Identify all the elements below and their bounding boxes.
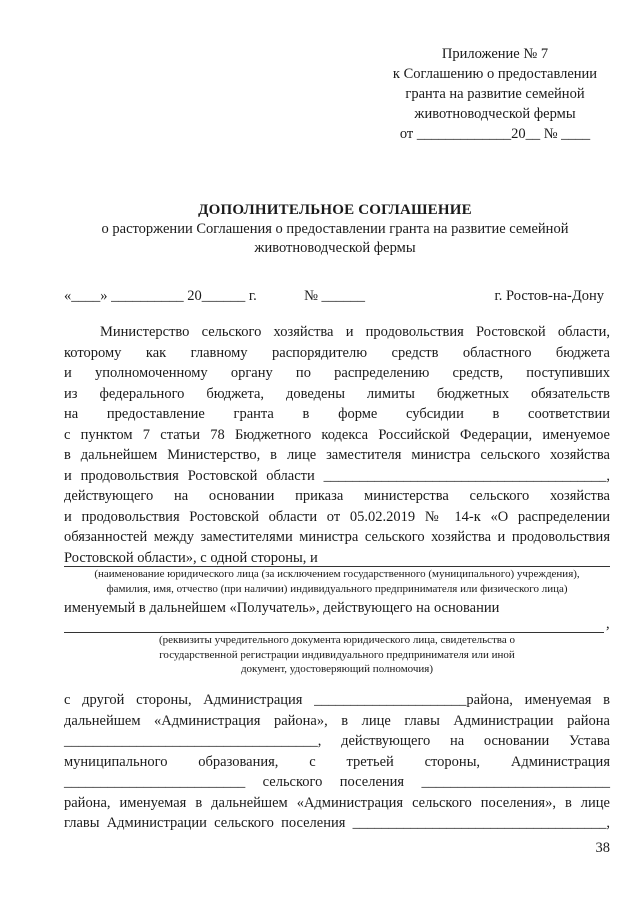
date-place-line — [64, 286, 610, 306]
document-title: ДОПОЛНИТЕЛЬНОЕ СОГЛАШЕНИЕ — [198, 202, 472, 218]
paragraph-line: на предоставление гранта в форме субсидии в соответствии — [64, 406, 610, 422]
paragraph-line: _________________________ сельского поселения __________________________ — [64, 774, 610, 790]
paragraph-line: обязанностей между заместителями министра сельского хозяйства и продовольствия — [64, 529, 610, 545]
appendix-line-1: Приложение № 7 — [441, 46, 549, 62]
paragraph-line: с пунктом 7 статьи 78 Бюджетного кодекса Российской Федерации, именуемое — [64, 426, 610, 443]
document-title-block — [60, 200, 610, 258]
paragraph-line: дальнейшем «Администрация района», в лице главы Администрации района — [64, 712, 610, 729]
city-name: г. Ростов-на-Дону — [494, 288, 604, 304]
paragraph-line: действующего на основании приказа министерства сельского хозяйства — [64, 488, 610, 504]
paragraph-line: Ростовской области», с одной стороны, и — [64, 549, 318, 566]
paragraph-line: муниципального образования, с третьей стороны, Администрация — [64, 753, 610, 770]
paragraph-line: и продовольствия Ростовской области _______________________________________, — [64, 467, 610, 484]
paragraph-line: которому как главному распорядителю средств областного бюджета — [64, 344, 610, 361]
document-subtitle-1: о расторжении Соглашения о предоставлении гранта на развитие семейной — [101, 221, 569, 237]
paragraph-parties-administrations — [64, 690, 610, 834]
paragraph-line: района, именуемая в дальнейшем «Администрация сельского поселения», в лице — [64, 794, 610, 811]
recipient-name-caption — [64, 567, 610, 596]
paragraph-line: и продовольствия Ростовской области от 05.02.2019 № 14-к «О распределении — [64, 508, 610, 525]
agreement-number-field: № ______ — [304, 288, 366, 304]
appendix-line-4: животноводческой фермы — [414, 106, 576, 122]
paragraph-line: с другой стороны, Администрация _____________________района, именуемая в — [64, 692, 610, 708]
paragraph-line: ___________________________________, действующего на основании Устава — [64, 733, 610, 749]
caption-line: фамилия, имя, отчество (при наличии) индивидуального предпринимателя или физического лица) — [106, 582, 568, 595]
paragraph-line: и уполномоченному органу по распределению средств, поступивших — [64, 365, 610, 381]
caption-line: (наименование юридического лица (за исключением государственного (муниципального) учреждения), — [94, 568, 580, 580]
paragraph-line: в дальнейшем Министерство, в лице заместителя министра сельского хозяйства — [64, 447, 610, 463]
caption-line: документ, удостоверяющий полномочия) — [240, 663, 434, 675]
document-subtitle-2: животноводческой фермы — [254, 240, 416, 256]
recipient-docs-caption — [64, 633, 610, 677]
paragraph-parties-ministry — [64, 322, 610, 568]
appendix-header — [360, 44, 630, 144]
caption-line: государственной регистрации индивидуального предпринимателя или иной — [159, 648, 515, 661]
appendix-line-2: к Соглашению о предоставлении — [392, 66, 598, 82]
paragraph-line: главы Администрации сельского поселения ___________________________________, — [64, 815, 610, 831]
trailing-comma: , — [606, 616, 610, 632]
paragraph-line: Министерство сельского хозяйства и продовольствия Ростовской области, — [100, 324, 610, 340]
recipient-basis-line: именуемый в дальнейшем «Получатель», действующего на основании — [64, 600, 500, 616]
paragraph-line: из федерального бюджета, доведены лимиты бюджетных обязательств — [64, 385, 610, 402]
appendix-line-5: от _____________20__ № ____ — [399, 126, 591, 142]
page-number: 38 — [595, 840, 610, 856]
appendix-line-3: гранта на развитие семейной — [405, 86, 585, 102]
caption-line: (реквизиты учредительного документа юридического лица, свидетельства о — [158, 634, 515, 646]
date-field: «____» __________ 20______ г. — [64, 288, 257, 304]
